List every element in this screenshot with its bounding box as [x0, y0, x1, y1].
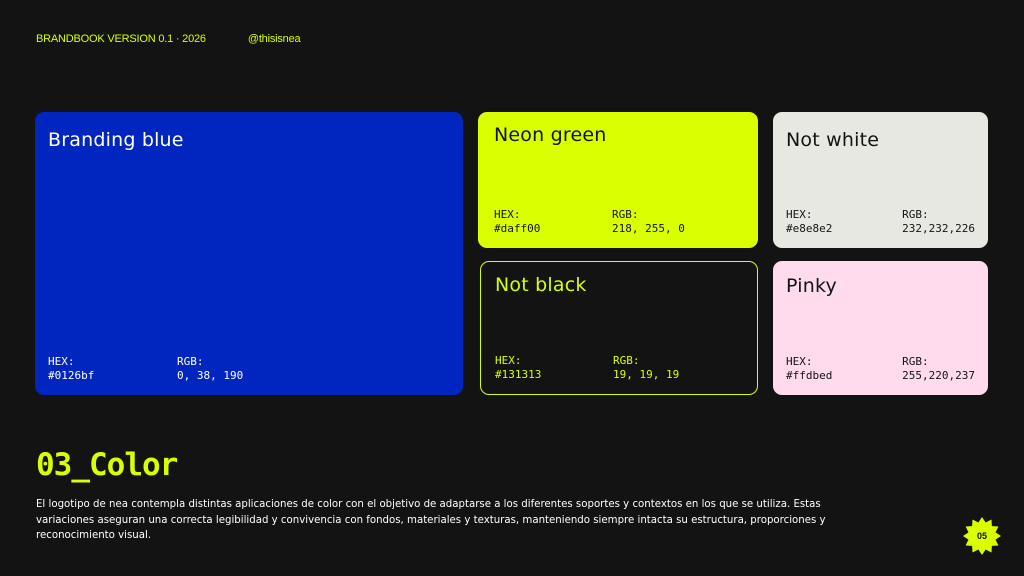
color-name: Neon green	[494, 124, 607, 146]
color-specs	[786, 355, 975, 383]
rgb-label: RGB:	[613, 354, 640, 367]
color-card-not-black	[480, 261, 758, 395]
hex-spec	[786, 355, 902, 383]
page-number-badge	[962, 516, 1002, 556]
rgb-spec	[612, 208, 685, 236]
rgb-spec	[902, 355, 975, 383]
hex-spec	[495, 354, 613, 382]
color-specs	[786, 208, 975, 236]
color-card-not-white	[773, 112, 988, 248]
hex-value: #0126bf	[48, 369, 95, 382]
social-handle: @thisisnea	[247, 33, 301, 45]
color-specs	[48, 355, 450, 383]
rgb-label: RGB:	[177, 355, 204, 368]
color-name: Not black	[495, 274, 587, 296]
rgb-value: 255,220,237	[902, 369, 975, 382]
color-specs	[494, 208, 745, 236]
hex-value: #e8e8e2	[786, 222, 833, 235]
hex-spec	[786, 208, 902, 236]
color-specs	[495, 354, 744, 382]
section-title: 03_Color	[36, 447, 178, 483]
color-name: Branding blue	[48, 129, 184, 151]
color-card-pinky	[773, 261, 988, 395]
hex-label: HEX:	[48, 355, 75, 368]
rgb-label: RGB:	[902, 208, 929, 221]
hex-label: HEX:	[495, 354, 522, 367]
page-number: 05	[976, 531, 987, 541]
rgb-label: RGB:	[902, 355, 929, 368]
brandbook-version: BRANDBOOK VERSION 0.1 · 2026	[36, 33, 206, 45]
hex-value: #daff00	[494, 222, 541, 235]
hex-label: HEX:	[786, 355, 813, 368]
color-name: Not white	[786, 129, 880, 151]
color-card-neon-green	[478, 112, 758, 248]
rgb-spec	[902, 208, 975, 236]
hex-label: HEX:	[494, 208, 521, 221]
hex-spec	[494, 208, 612, 236]
rgb-spec	[613, 354, 679, 382]
rgb-value: 19, 19, 19	[613, 368, 680, 381]
header-bar	[36, 33, 300, 45]
hex-value: #131313	[495, 368, 542, 381]
rgb-spec	[177, 355, 243, 383]
color-card-branding-blue	[35, 112, 463, 395]
rgb-value: 232,232,226	[902, 222, 975, 235]
section-description: El logotipo de nea contempla distintas aplicaciones de color con el objetivo de adaptarse a los diferentes soportes y contextos en los que se utiliza. Estas variaciones aseguran una correcta legibilidad y convivencia con fondos, materiales y texturas, manteniendo siempre intacta su estructura, proporciones y reconocimiento visual.	[36, 499, 826, 541]
rgb-value: 0, 38, 190	[177, 369, 244, 382]
hex-value: #ffdbed	[786, 369, 833, 382]
color-name: Pinky	[786, 275, 837, 297]
rgb-value: 218, 255, 0	[612, 222, 685, 235]
rgb-label: RGB:	[612, 208, 639, 221]
hex-spec	[48, 355, 177, 383]
hex-label: HEX:	[786, 208, 813, 221]
